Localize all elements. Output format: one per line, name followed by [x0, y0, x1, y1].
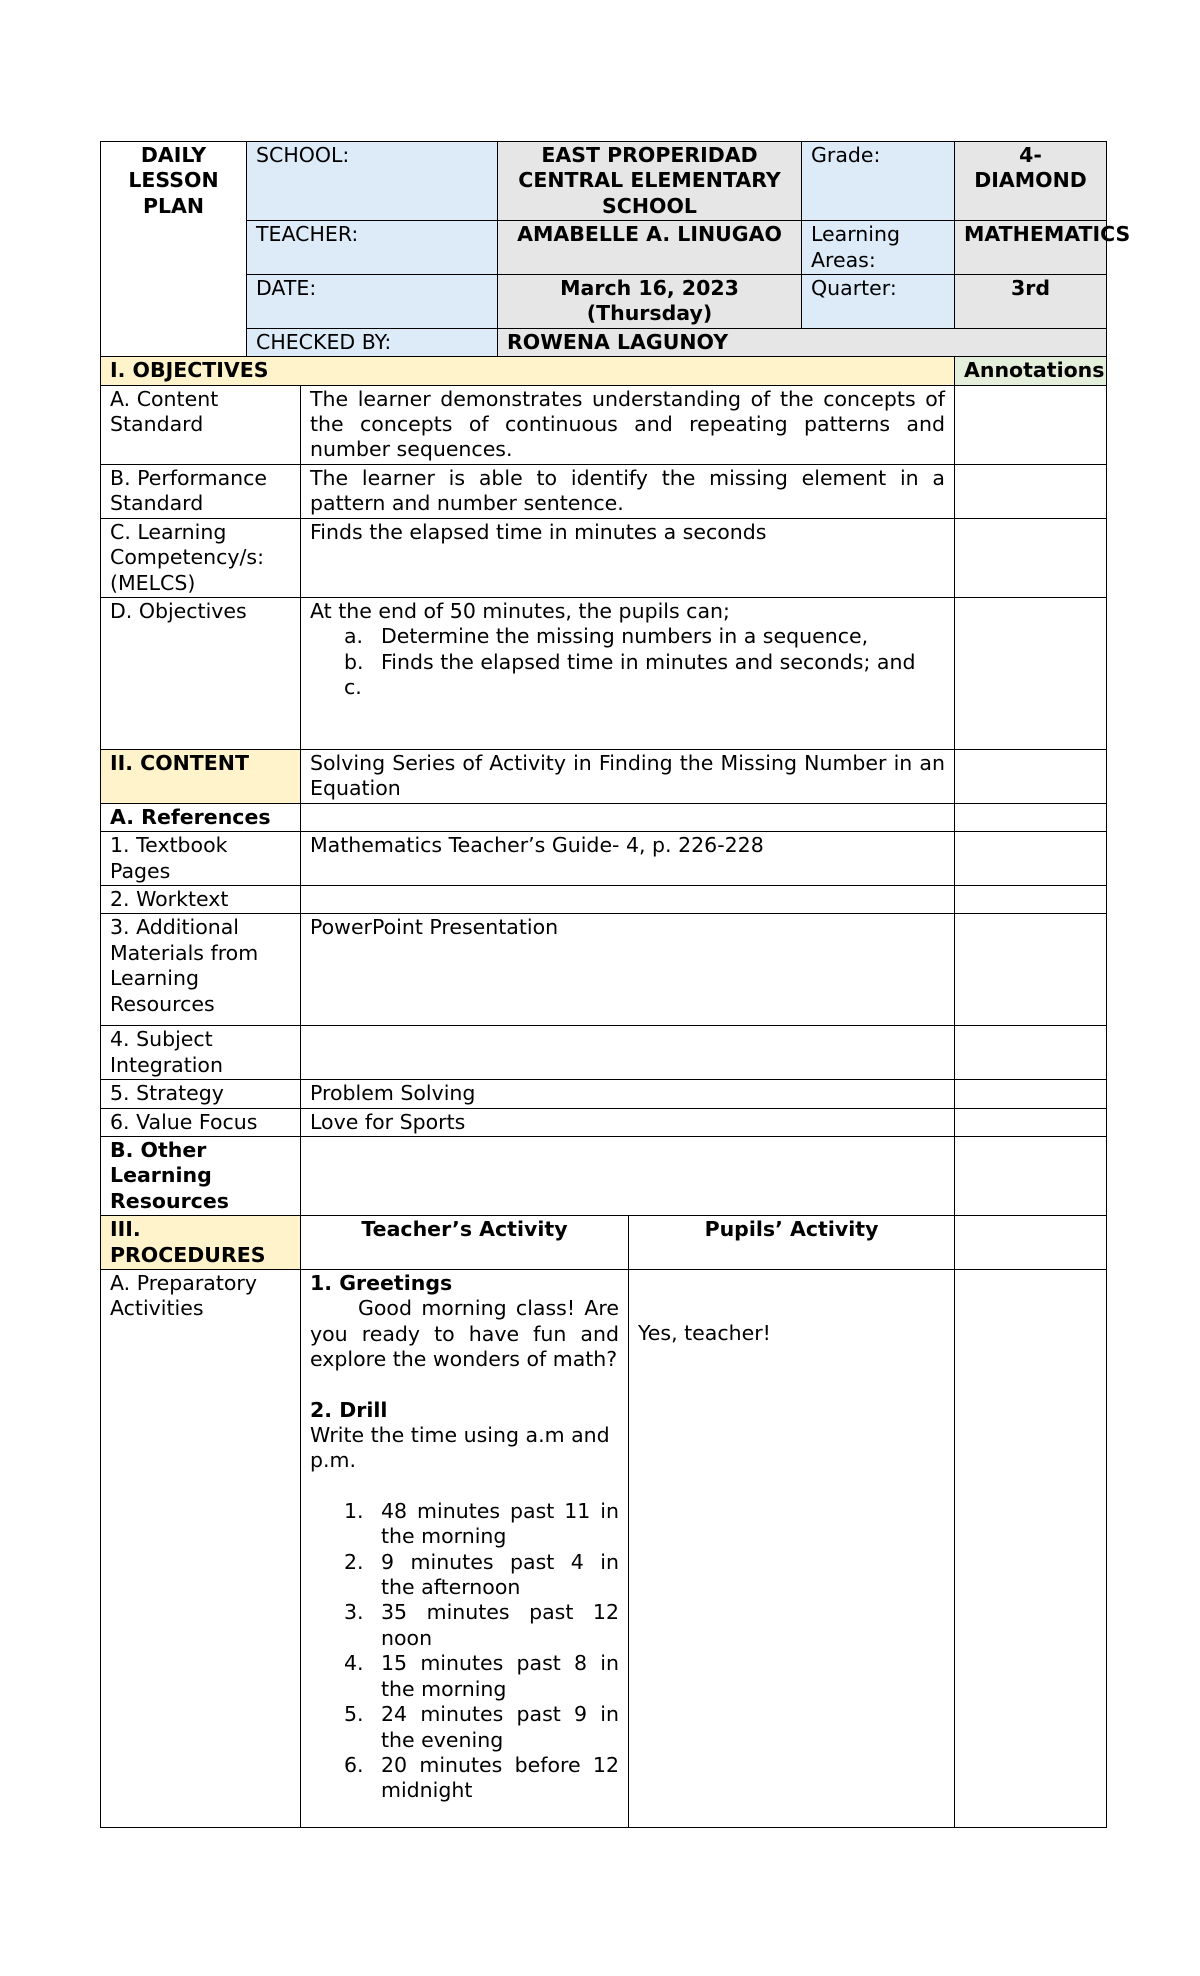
greetings-text: Good morning class! Are you ready to have fun and explore the wonders of math?	[310, 1296, 619, 1372]
annotation-cell	[955, 803, 1107, 831]
objectives-cell	[301, 597, 955, 749]
value-focus-row	[101, 1108, 1107, 1136]
subject-integration-row	[101, 1026, 1107, 1080]
annotation-cell	[955, 1136, 1107, 1215]
strategy-row	[101, 1080, 1107, 1108]
learning-areas-value: MATHEMATICS	[955, 221, 1107, 275]
additional-materials-row	[101, 914, 1107, 1026]
preparatory-row	[101, 1270, 1107, 1828]
additional-materials-label: 3. Additional Materials from Learning Resources	[101, 914, 301, 1026]
greetings-title: 1. Greetings	[310, 1271, 453, 1295]
value-focus-label: 6. Value Focus	[101, 1108, 301, 1136]
checked-by-label: CHECKED BY:	[247, 328, 498, 356]
other-resources-label: B. Other Learning Resources	[101, 1136, 301, 1215]
drill-list	[310, 1499, 619, 1804]
date-value: March 16, 2023 (Thursday)	[498, 275, 802, 329]
references-row	[101, 803, 1107, 831]
list-item: 5. 24 minutes past 9 in the evening	[344, 1702, 619, 1752]
grade-label: Grade:	[802, 142, 955, 221]
performance-standard-row	[101, 464, 1107, 518]
date-label: DATE:	[247, 275, 498, 329]
objectives-heading-row	[101, 357, 1107, 385]
value-focus-text: Love for Sports	[301, 1108, 955, 1136]
strategy-text: Problem Solving	[301, 1080, 955, 1108]
doc-title: DAILY LESSON PLAN	[101, 142, 247, 357]
annotation-cell	[955, 385, 1107, 464]
annotation-cell	[955, 885, 1107, 913]
annotation-cell	[955, 464, 1107, 518]
header-row-teacher	[101, 221, 1107, 275]
learning-areas-label: Learning Areas:	[802, 221, 955, 275]
annotation-cell	[955, 1216, 1107, 1270]
additional-materials-text: PowerPoint Presentation	[301, 914, 955, 1026]
quarter-value: 3rd	[955, 275, 1107, 329]
checked-by-value: ROWENA LAGUNOY	[498, 328, 1107, 356]
objectives-heading: I. OBJECTIVES	[101, 357, 955, 385]
list-item: 2. 9 minutes past 4 in the afternoon	[344, 1549, 619, 1600]
annotation-cell	[955, 1026, 1107, 1080]
content-row	[101, 749, 1107, 803]
grade-value: 4- DIAMOND	[955, 142, 1107, 221]
competency-row	[101, 518, 1107, 597]
performance-standard-label: B. Performance Standard	[101, 464, 301, 518]
content-standard-text: The learner demonstrates understanding of the concepts of the concepts of continuous and repeating patterns and number sequences.	[301, 385, 955, 464]
annotation-cell	[955, 1080, 1107, 1108]
annotation-cell	[955, 832, 1107, 886]
objectives-list: a. Determine the missing numbers in a sequence, b. Finds the elapsed time in minutes and seconds; and c.	[310, 624, 945, 675]
worktext-row	[101, 885, 1107, 913]
list-item: 3. 35 minutes past 12 noon	[344, 1600, 619, 1650]
lesson-plan-table	[100, 141, 1131, 1828]
textbook-label: 1. Textbook Pages	[101, 832, 301, 886]
annotation-cell	[955, 914, 1107, 1026]
annotation-cell	[955, 749, 1107, 803]
worktext-label: 2. Worktext	[101, 885, 301, 913]
teacher-label: TEACHER:	[247, 221, 498, 275]
quarter-label: Quarter:	[802, 275, 955, 329]
teacher-activity-heading: Teacher’s Activity	[301, 1216, 629, 1270]
textbook-row	[101, 832, 1107, 886]
header-row-school	[101, 142, 1107, 221]
drill-instruction: Write the time using a.m and p.m.	[310, 1423, 610, 1473]
textbook-text: Mathematics Teacher’s Guide- 4, p. 226-228	[301, 832, 955, 886]
annotations-heading: Annotations	[955, 357, 1107, 385]
other-resources-row	[101, 1136, 1107, 1215]
annotation-cell	[955, 1270, 1107, 1828]
procedures-heading-row	[101, 1216, 1107, 1270]
content-standard-label: A. Content Standard	[101, 385, 301, 464]
annotation-cell	[955, 597, 1107, 749]
competency-text: Finds the elapsed time in minutes a seconds	[301, 518, 955, 597]
list-item: b. Finds the elapsed time in minutes and seconds; and	[344, 649, 916, 674]
objectives-row	[101, 597, 1107, 749]
competency-label: C. Learning Competency/s: (MELCS)	[101, 518, 301, 597]
greetings-response: Yes, teacher!	[638, 1321, 771, 1345]
objectives-label: D. Objectives	[101, 597, 301, 749]
list-item: 1. 48 minutes past 11 in the morning	[344, 1498, 619, 1549]
strategy-label: 5. Strategy	[101, 1080, 301, 1108]
list-item: a. Determine the missing numbers in a sequence,	[344, 624, 869, 649]
objectives-intro: At the end of 50 minutes, the pupils can;	[310, 598, 730, 623]
preparatory-label: A. Preparatory Activities	[101, 1270, 301, 1828]
school-value: EAST PROPERIDAD CENTRAL ELEMENTARY SCHOOL	[498, 142, 802, 221]
header-row-checked	[101, 328, 1107, 356]
performance-standard-text: The learner is able to identify the missing element in a pattern and number sentence.	[301, 464, 955, 518]
header-row-date	[101, 275, 1107, 329]
school-label: SCHOOL:	[247, 142, 498, 221]
drill-title: 2. Drill	[310, 1397, 388, 1422]
content-standard-row	[101, 385, 1107, 464]
teacher-value: AMABELLE A. LINUGAO	[498, 221, 802, 275]
annotation-cell	[955, 518, 1107, 597]
pupils-activity-cell	[629, 1270, 955, 1828]
list-item: 6. 20 minutes before 12 midnight	[344, 1752, 619, 1803]
procedures-heading: III. PROCEDURES	[101, 1216, 301, 1270]
teacher-activity-cell	[301, 1270, 629, 1828]
list-item: 4. 15 minutes past 8 in the morning	[344, 1651, 619, 1701]
content-text: Solving Series of Activity in Finding the Missing Number in an Equation	[301, 749, 955, 803]
references-label: A. References	[101, 803, 301, 831]
content-heading: II. CONTENT	[101, 749, 301, 803]
annotation-cell	[955, 1108, 1107, 1136]
pupils-activity-heading: Pupils’ Activity	[629, 1216, 955, 1270]
subject-integration-label: 4. Subject Integration	[101, 1026, 301, 1080]
